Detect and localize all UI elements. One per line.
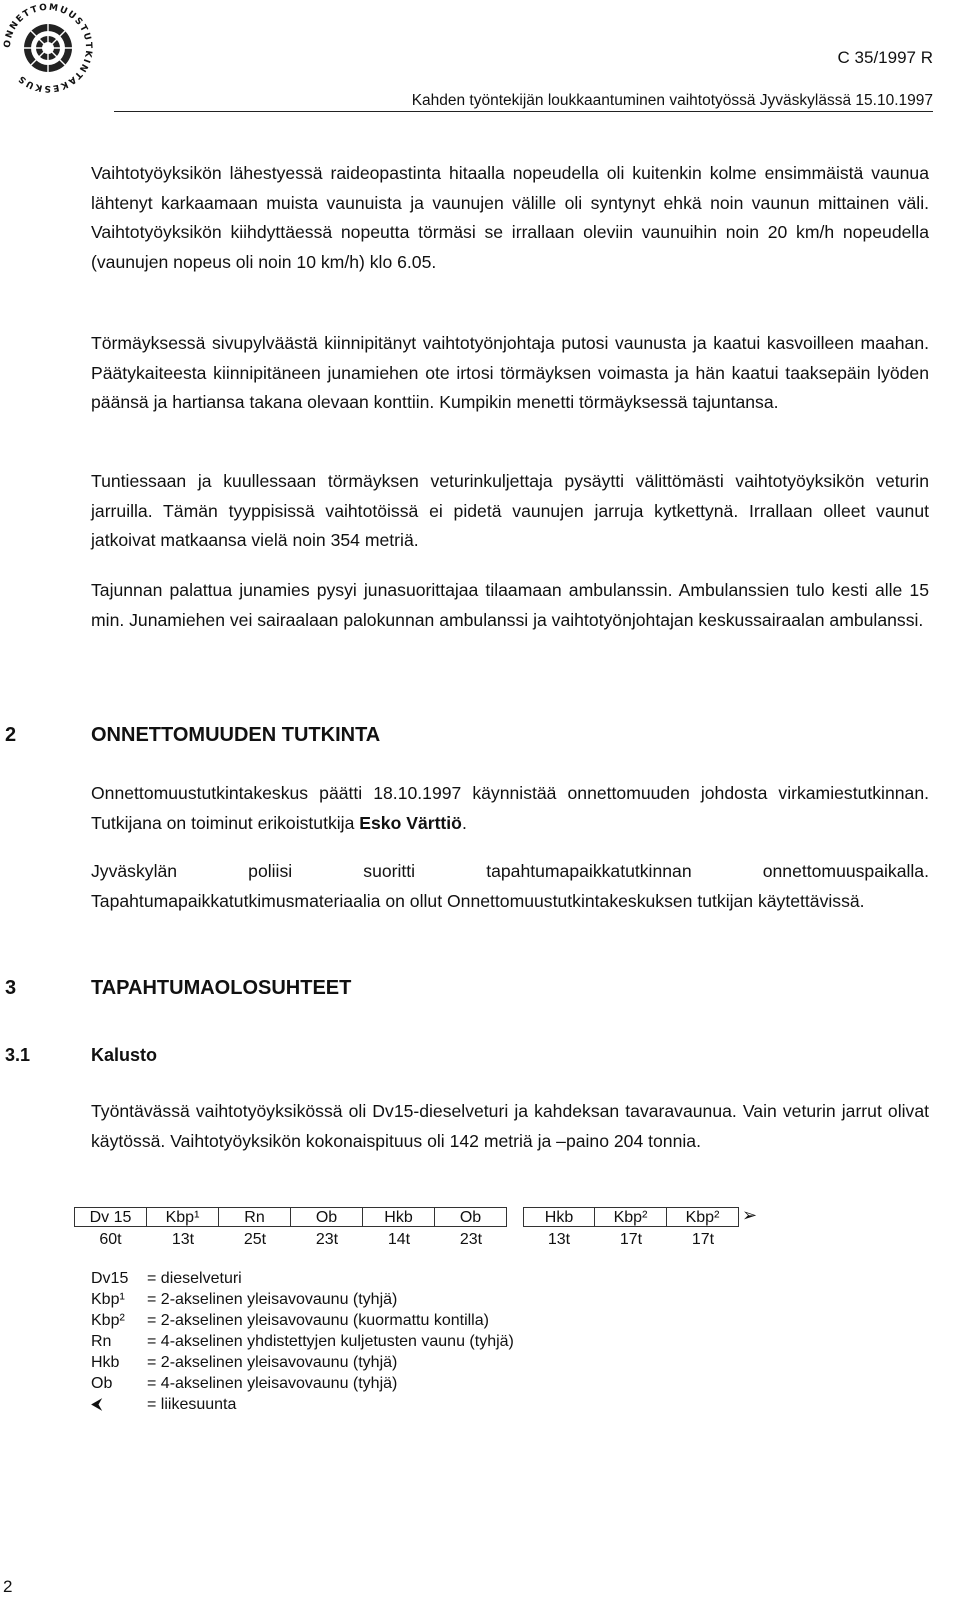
paragraph-injuries: Törmäyksessä sivupylväästä kiinnipitänyt vaihtotyönjohtaja putosi vaunusta ja kaatui kasvoilleen maahan. Päätykaiteesta kiinnipitäneen junamiehen ote irtosi törmäyksen voimasta ja hän kaatui taaksepäin lyöden päänsä ja hartiansa takana olevaan konttiin. Kumpikin menetti törmäyksessä tajuntansa.: [91, 333, 929, 412]
document-code: C 35/1997 R: [837, 48, 933, 67]
paragraph-collision: Vaihtotyöyksikön lähestyessä raideopastinta hitaalla nopeudella oli kuitenkin kolme ensimmäistä vaunua lähtenyt karkaamaan muista vaunuista ja vaunujen välille oli syntynyt ehkä noin vaunun mittainen väli. Vaihtotyöyksikön kiihdyttäessä nopeutta törmäsi se irrallaan oleviin vaunuihin noin 20 km/h nopeudella (vaunujen nopeus oli noin 10 km/h) klo 6.05.: [91, 163, 929, 272]
unit-weight: 25t: [243, 1231, 267, 1248]
legend-key: Hkb: [91, 1354, 120, 1371]
section-title: TAPAHTUMAOLOSUHTEET: [91, 977, 352, 999]
abbreviation-legend: [91, 1268, 514, 1415]
legend-desc: = 2-akselinen yleisavovaunu (tyhjä): [147, 1291, 398, 1308]
section-number: 3: [5, 977, 17, 999]
direction-arrow-icon: ➢: [742, 1205, 758, 1225]
legend-desc: = 4-akselinen yleisavovaunu (tyhjä): [147, 1375, 398, 1392]
legend-row: [91, 1331, 514, 1352]
text-run: .: [461, 812, 467, 833]
direction-legend-icon: ⮜: [91, 1396, 103, 1413]
section-heading-conditions: [5, 977, 351, 1000]
logo-text: ONNETTOMUUSTUTKINTAKESKUS: [2, 2, 94, 94]
train-unit: Kbp²: [667, 1207, 739, 1227]
train-unit: Ob: [435, 1207, 507, 1227]
train-unit: Dv 15: [74, 1207, 147, 1227]
train-unit: Kbp¹: [147, 1207, 219, 1227]
subsection-number: 3.1: [5, 1045, 31, 1065]
agency-logo: [2, 2, 94, 94]
paragraph-investigation: [91, 779, 929, 838]
unit-weight: 13t: [547, 1231, 571, 1248]
legend-desc: = liikesuunta: [147, 1396, 237, 1413]
text-run: Onnettomuustutkintakeskus päätti 18.10.1997 käynnistää onnettomuuden johdosta virkamiestutkinnan. Tutkijana on toiminut erikoistutkija: [91, 783, 929, 833]
unit-weight: 60t: [99, 1231, 122, 1248]
legend-desc: = dieselveturi: [147, 1270, 242, 1287]
train-unit: Ob: [291, 1207, 363, 1227]
legend-row: [91, 1268, 514, 1289]
legend-row: [91, 1289, 514, 1310]
legend-key: Ob: [91, 1375, 113, 1392]
legend-desc: = 4-akselinen yhdistettyjen kuljetusten vaunu (tyhjä): [147, 1333, 514, 1350]
header-divider: [114, 111, 933, 112]
legend-key: Rn: [91, 1333, 112, 1350]
subsection-title: Kalusto: [91, 1045, 158, 1065]
unit-weight: 23t: [459, 1231, 483, 1248]
unit-weight: 17t: [691, 1231, 715, 1248]
unit-weight: 23t: [315, 1231, 339, 1248]
legend-key: Kbp¹: [91, 1291, 125, 1308]
page-number: 2: [3, 1577, 13, 1596]
train-unit: Hkb: [363, 1207, 435, 1227]
unit-weight: 17t: [619, 1231, 643, 1248]
train-unit: Hkb: [523, 1207, 595, 1227]
section-title: ONNETTOMUUDEN TUTKINTA: [91, 724, 381, 746]
legend-desc: = 2-akselinen yleisavovaunu (kuormattu kontilla): [147, 1312, 489, 1329]
legend-row: [91, 1373, 514, 1394]
subsection-heading-equipment: [5, 1045, 157, 1066]
unit-weight: 14t: [387, 1231, 411, 1248]
train-unit: Rn: [219, 1207, 291, 1227]
legend-row: [91, 1352, 514, 1373]
paragraph-equipment: Työntävässä vaihtotyöyksikössä oli Dv15-dieselveturi ja kahdeksan tavaravaunua. Vain veturin jarrut olivat käytössä. Vaihtotyöyksikön kokonaispituus oli 142 metriä ja –paino 204 tonnia.: [91, 1101, 929, 1151]
paragraph-police: Jyväskylän poliisi suoritti tapahtumapaikkatutkinnan onnettomuuspaikalla. Tapahtumapaikkatutkimusmateriaalia on ollut Onnettomuustutkintakeskuksen tutkijan käytettävissä.: [91, 861, 929, 911]
section-heading-investigation: [5, 724, 380, 747]
legend-row: [91, 1394, 514, 1415]
document-title: Kahden työntekijän loukkaantuminen vaihtotyössä Jyväskylässä 15.10.1997: [411, 92, 933, 109]
legend-row: [91, 1310, 514, 1331]
train-unit: Kbp²: [595, 1207, 667, 1227]
investigator-name: Esko Värttiö: [359, 812, 462, 833]
paragraph-ambulance: Tajunnan palattua junamies pysyi junasuorittajaa tilaamaan ambulanssin. Ambulanssien tulo kesti alle 15 min. Junamiehen vei sairaalaan palokunnan ambulanssi ja vaihtotyönjohtajan keskussairaalan ambulanssi.: [91, 580, 929, 630]
legend-key: Kbp²: [91, 1312, 125, 1329]
legend-desc: = 2-akselinen yleisavovaunu (tyhjä): [147, 1354, 398, 1371]
paragraph-braking: Tuntiessaan ja kuullessaan törmäyksen veturinkuljettaja pysäytti välittömästi vaihtotyöyksikön veturin jarruilla. Tämän tyyppisissä vaihtotöissä ei pidetä vaunujen jarruja kytkettynä. Irrallaan olleet vaunut jatkoivat matkaansa vielä noin 354 metriä.: [91, 471, 929, 550]
legend-key: Dv15: [91, 1270, 129, 1287]
section-number: 2: [5, 724, 17, 746]
unit-weight: 13t: [171, 1231, 195, 1248]
